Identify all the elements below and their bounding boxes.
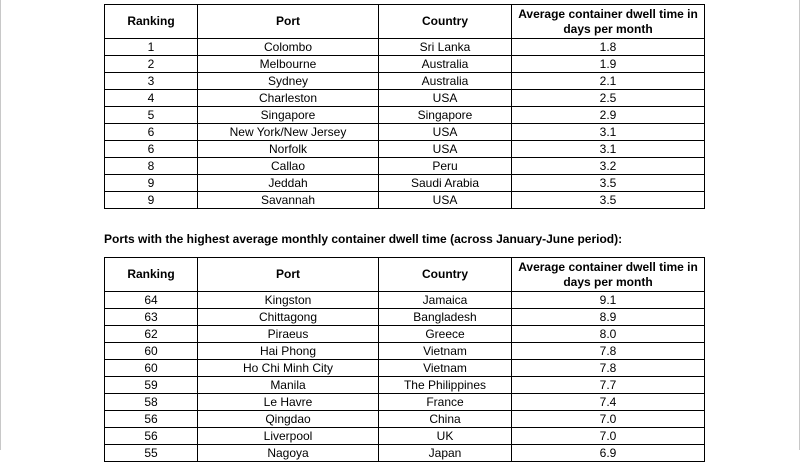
country-cell: France xyxy=(379,394,512,411)
table-row xyxy=(105,141,705,158)
port-cell: Savannah xyxy=(198,192,379,209)
lowest-dwell-time-table xyxy=(104,4,705,209)
dwell-time-cell: 7.0 xyxy=(512,411,705,428)
ranking-cell: 6 xyxy=(105,124,198,141)
country-cell: Australia xyxy=(379,56,512,73)
port-cell: Qingdao xyxy=(198,411,379,428)
ranking-cell: 2 xyxy=(105,56,198,73)
header-row xyxy=(105,258,705,292)
dwell-time-cell: 7.7 xyxy=(512,377,705,394)
ranking-header: Ranking xyxy=(105,258,198,292)
port-cell: Liverpool xyxy=(198,428,379,445)
table-row xyxy=(105,445,705,462)
table-row xyxy=(105,90,705,107)
country-header: Country xyxy=(379,258,512,292)
country-cell: Sri Lanka xyxy=(379,39,512,56)
table-row xyxy=(105,158,705,175)
ranking-cell: 60 xyxy=(105,343,198,360)
port-cell: Callao xyxy=(198,158,379,175)
country-cell: Bangladesh xyxy=(379,309,512,326)
dwell-time-cell: 3.5 xyxy=(512,192,705,209)
port-cell: Chittagong xyxy=(198,309,379,326)
ranking-cell: 55 xyxy=(105,445,198,462)
dwell-time-cell: 2.5 xyxy=(512,90,705,107)
country-cell: USA xyxy=(379,192,512,209)
highest-dwell-time-table xyxy=(104,257,705,462)
table-row xyxy=(105,175,705,192)
dwell-time-cell: 9.1 xyxy=(512,292,705,309)
port-cell: Manila xyxy=(198,377,379,394)
dwell-time-cell: 7.4 xyxy=(512,394,705,411)
table-row xyxy=(105,107,705,124)
port-header: Port xyxy=(198,5,379,39)
port-cell: Melbourne xyxy=(198,56,379,73)
country-cell: USA xyxy=(379,124,512,141)
country-cell: Greece xyxy=(379,326,512,343)
port-cell: Colombo xyxy=(198,39,379,56)
table-row xyxy=(105,428,705,445)
table-row xyxy=(105,73,705,90)
dwell-time-cell: 3.1 xyxy=(512,124,705,141)
ranking-cell: 9 xyxy=(105,192,198,209)
port-cell: Le Havre xyxy=(198,394,379,411)
port-cell: Nagoya xyxy=(198,445,379,462)
table-row xyxy=(105,377,705,394)
table-row xyxy=(105,343,705,360)
port-cell: Singapore xyxy=(198,107,379,124)
port-cell: New York/New Jersey xyxy=(198,124,379,141)
country-cell: Peru xyxy=(379,158,512,175)
highest-dwell-caption: Ports with the highest average monthly container dwell time (across January-June period): xyxy=(104,232,623,246)
country-cell: Australia xyxy=(379,73,512,90)
dwell-time-cell: 6.9 xyxy=(512,445,705,462)
dwell-time-cell: 7.8 xyxy=(512,360,705,377)
dwell-time-cell: 8.0 xyxy=(512,326,705,343)
country-cell: Singapore xyxy=(379,107,512,124)
table-row xyxy=(105,124,705,141)
port-cell: Ho Chi Minh City xyxy=(198,360,379,377)
dwell-time-cell: 2.9 xyxy=(512,107,705,124)
dwell-time-cell: 2.1 xyxy=(512,73,705,90)
table-row xyxy=(105,394,705,411)
ranking-cell: 4 xyxy=(105,90,198,107)
table-row xyxy=(105,192,705,209)
table-row xyxy=(105,309,705,326)
port-cell: Norfolk xyxy=(198,141,379,158)
ranking-cell: 6 xyxy=(105,141,198,158)
ranking-cell: 3 xyxy=(105,73,198,90)
ranking-cell: 56 xyxy=(105,428,198,445)
table-row xyxy=(105,39,705,56)
country-cell: China xyxy=(379,411,512,428)
table-row xyxy=(105,326,705,343)
table-row xyxy=(105,56,705,73)
dwell-time-cell: 3.2 xyxy=(512,158,705,175)
header-row xyxy=(105,5,705,39)
dwell-time-cell: 3.1 xyxy=(512,141,705,158)
port-cell: Sydney xyxy=(198,73,379,90)
dwell-time-cell: 7.8 xyxy=(512,343,705,360)
ranking-cell: 8 xyxy=(105,158,198,175)
ranking-cell: 63 xyxy=(105,309,198,326)
dwell-time-header: Average container dwell time in days per month xyxy=(512,5,705,39)
country-cell: Jamaica xyxy=(379,292,512,309)
ranking-header: Ranking xyxy=(105,5,198,39)
country-cell: USA xyxy=(379,141,512,158)
ranking-cell: 59 xyxy=(105,377,198,394)
ranking-cell: 62 xyxy=(105,326,198,343)
dwell-time-cell: 1.8 xyxy=(512,39,705,56)
ranking-cell: 5 xyxy=(105,107,198,124)
dwell-time-cell: 7.0 xyxy=(512,428,705,445)
ranking-cell: 1 xyxy=(105,39,198,56)
port-header: Port xyxy=(198,258,379,292)
country-cell: UK xyxy=(379,428,512,445)
table-row xyxy=(105,292,705,309)
port-cell: Charleston xyxy=(198,90,379,107)
country-cell: Saudi Arabia xyxy=(379,175,512,192)
port-cell: Hai Phong xyxy=(198,343,379,360)
dwell-time-cell: 3.5 xyxy=(512,175,705,192)
table-row xyxy=(105,360,705,377)
ranking-cell: 64 xyxy=(105,292,198,309)
country-cell: The Philippines xyxy=(379,377,512,394)
country-cell: Vietnam xyxy=(379,360,512,377)
country-cell: Vietnam xyxy=(379,343,512,360)
ranking-cell: 9 xyxy=(105,175,198,192)
dwell-time-header: Average container dwell time in days per month xyxy=(512,258,705,292)
ranking-cell: 58 xyxy=(105,394,198,411)
country-header: Country xyxy=(379,5,512,39)
dwell-time-cell: 8.9 xyxy=(512,309,705,326)
ranking-cell: 56 xyxy=(105,411,198,428)
dwell-time-cell: 1.9 xyxy=(512,56,705,73)
table-row xyxy=(105,411,705,428)
country-cell: Japan xyxy=(379,445,512,462)
country-cell: USA xyxy=(379,90,512,107)
ranking-cell: 60 xyxy=(105,360,198,377)
port-cell: Piraeus xyxy=(198,326,379,343)
port-cell: Jeddah xyxy=(198,175,379,192)
port-cell: Kingston xyxy=(198,292,379,309)
